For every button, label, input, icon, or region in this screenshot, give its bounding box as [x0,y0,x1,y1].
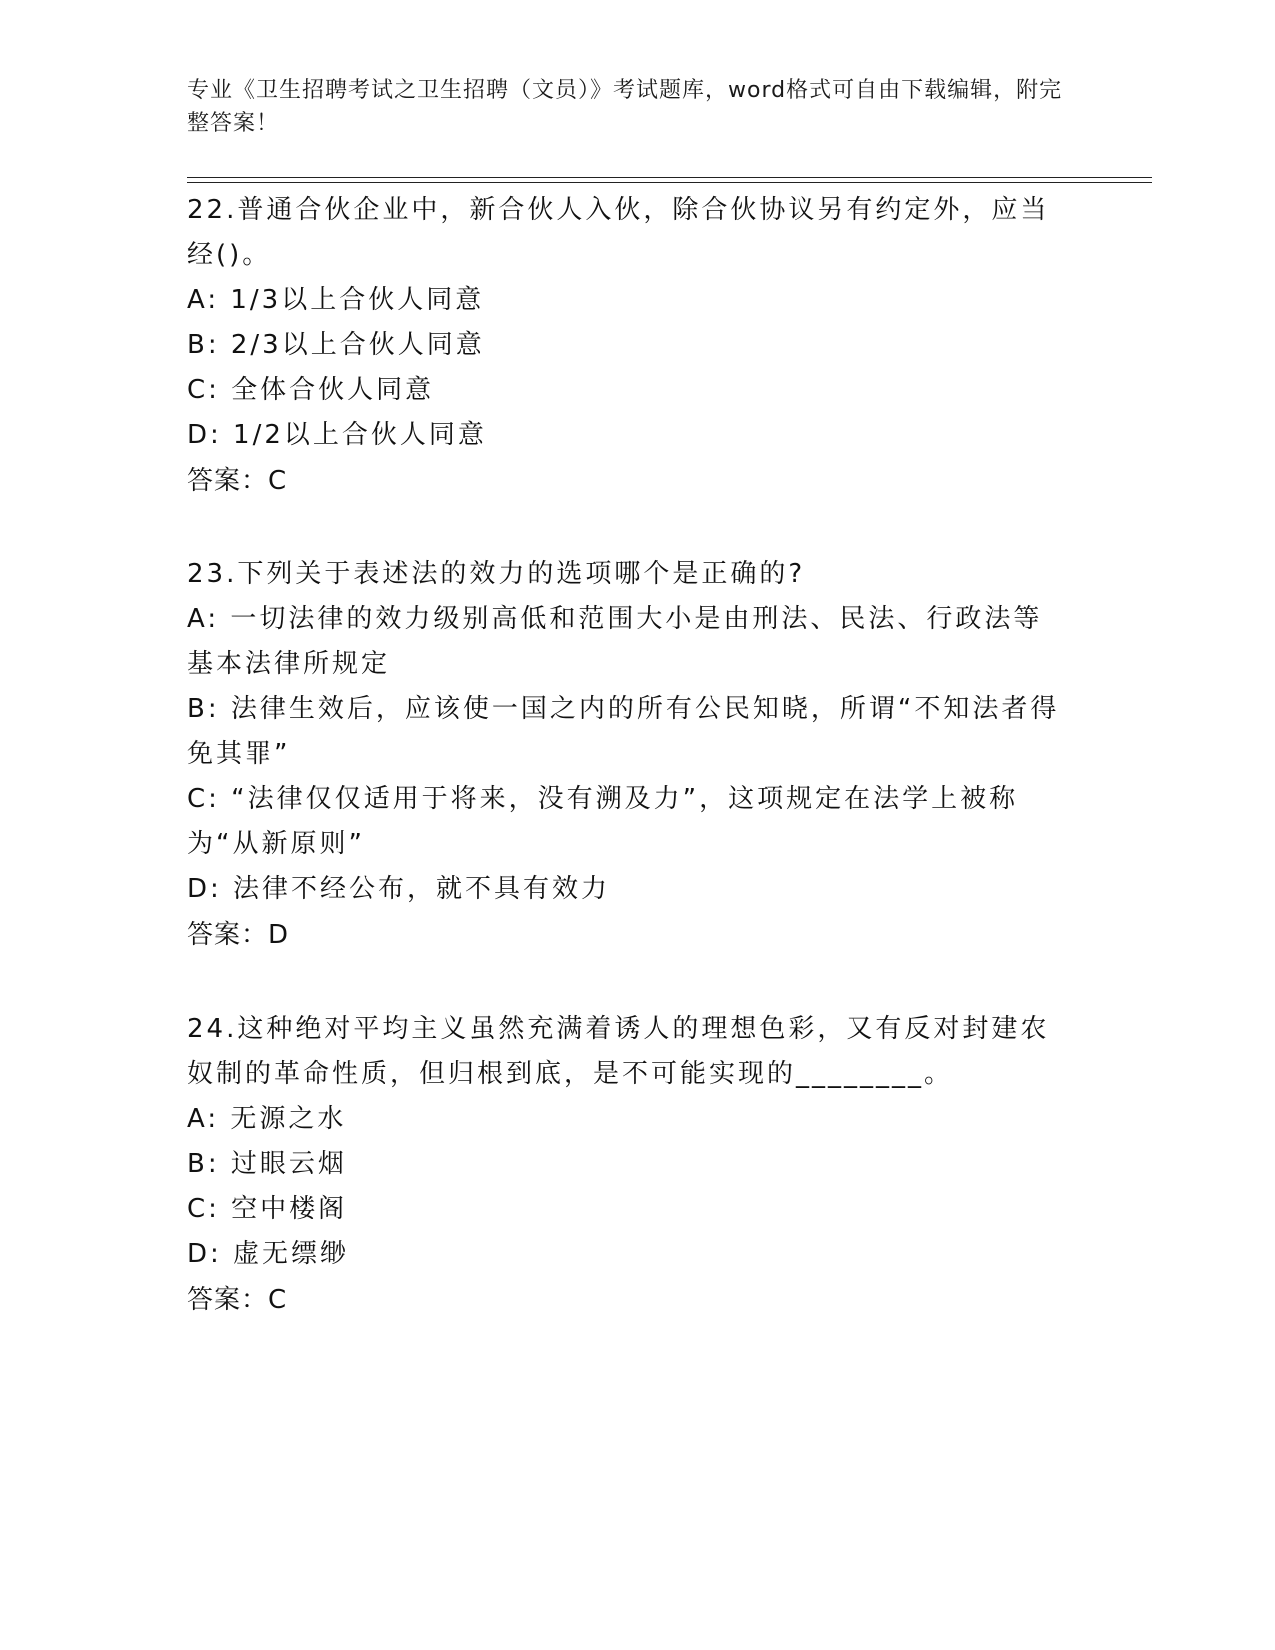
option-c: C: 全体合伙人同意 [187,375,435,405]
option-c: C: “法律仅仅适用于将来，没有溯及力”，这项规定在法学上被称为“从新原则” [187,784,1019,859]
question-24 [187,1007,1067,1323]
option-b: B: 法律生效后，应该使一国之内的所有公民知晓，所谓“不知法者得免其罪” [187,694,1060,769]
option-b: B: 过眼云烟 [187,1149,347,1179]
answer: 答案：C [187,1285,288,1315]
question-stem: 24.这种绝对平均主义虽然充满着诱人的理想色彩，又有反对封建农奴制的革命性质，但归根到底，是不可能实现的________。 [187,1014,1050,1089]
answer: 答案：D [187,920,290,950]
option-c: C: 空中楼阁 [187,1194,348,1224]
document-header: 专业《卫生招聘考试之卫生招聘（文员）》考试题库，word格式可自由下载编辑，附完整答案！ [187,78,1063,136]
option-d: D: 1/2以上合伙人同意 [187,420,487,450]
option-d: D: 虚无缥缈 [187,1239,350,1269]
header-divider-top [187,177,1152,178]
option-d: D: 法律不经公布，就不具有效力 [187,874,611,904]
option-a: A: 1/3以上合伙人同意 [187,285,485,315]
option-a: A: 无源之水 [187,1104,347,1134]
option-b: B: 2/3以上合伙人同意 [187,330,485,360]
header-divider-bottom [187,182,1152,183]
question-stem: 22.普通合伙企业中，新合伙人入伙，除合伙协议另有约定外，应当经()。 [187,195,1050,270]
answer: 答案：C [187,466,288,496]
question-22 [187,188,1067,504]
question-23 [187,552,1067,958]
option-a: A: 一切法律的效力级别高低和范围大小是由刑法、民法、行政法等基本法律所规定 [187,604,1043,679]
question-stem: 23.下列关于表述法的效力的选项哪个是正确的? [187,559,806,589]
